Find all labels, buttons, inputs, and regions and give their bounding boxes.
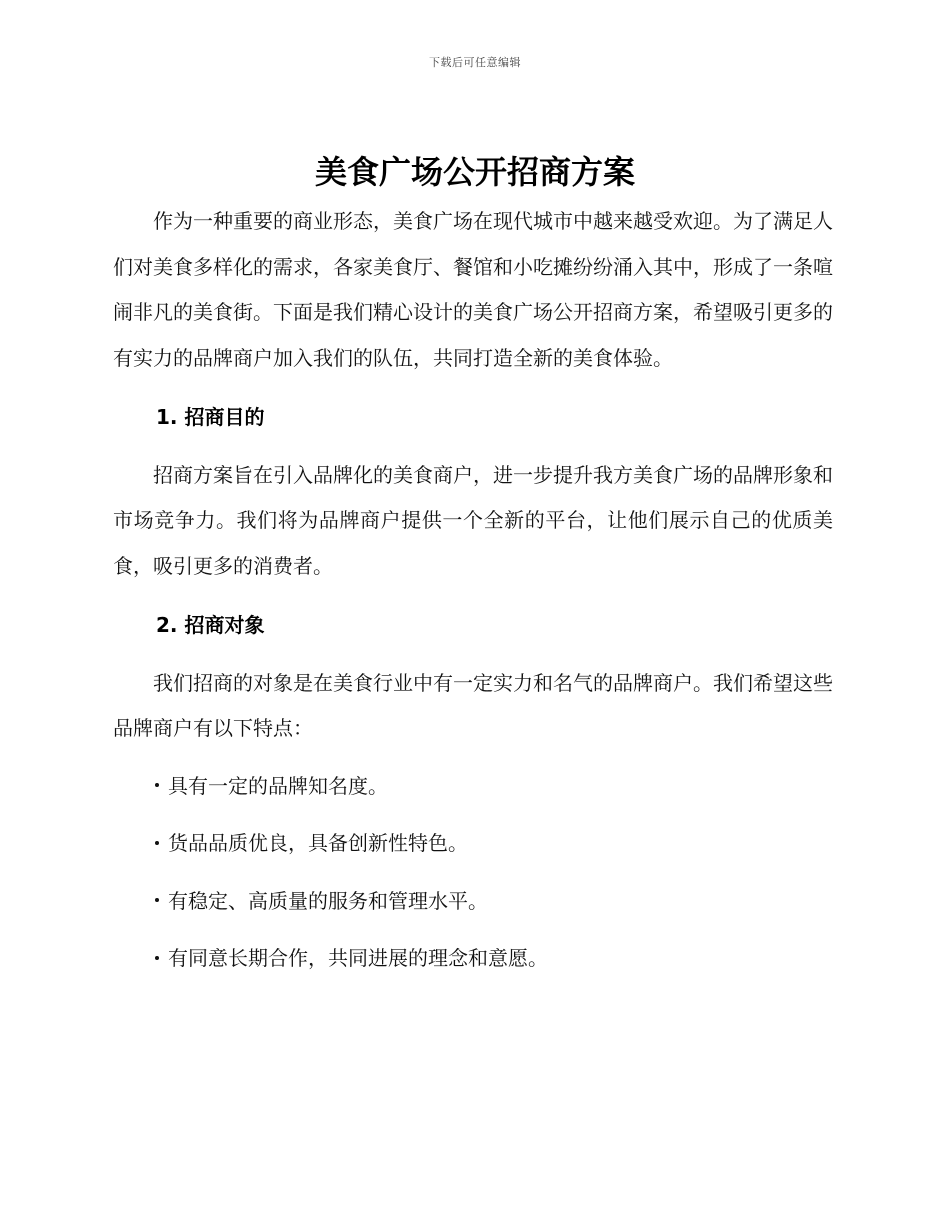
list-item <box>113 764 833 810</box>
document-body <box>113 199 833 994</box>
header-note: 下载后可任意编辑 <box>429 56 521 69</box>
bullet-dot-icon <box>155 841 159 845</box>
intro-paragraph: 作为一种重要的商业形态，美食广场在现代城市中越来越受欢迎。为了满足人们对美食多样化的需求，各家美食厅、餐馆和小吃摊纷纷涌入其中，形成了一条喧闹非凡的美食街。下面是我们精心设计的美食广场公开招商方案，希望吸引更多的有实力的品牌商户加入我们的队伍，共同打造全新的美食体验。 <box>113 209 833 370</box>
section-body-targets: 我们招商的对象是在美食行业中有一定实力和名气的品牌商户。我们希望这些品牌商户有以下特点： <box>113 670 833 740</box>
list-item-text: 货品品质优良，具备创新性特色。 <box>168 831 468 855</box>
list-item <box>113 879 833 925</box>
section-heading-purpose: 1. 招商目的 <box>156 405 265 429</box>
section-heading-targets: 2. 招商对象 <box>156 613 265 637</box>
bullet-list <box>113 764 833 982</box>
bullet-dot-icon <box>155 956 159 960</box>
bullet-dot-icon <box>155 898 159 902</box>
section-body-purpose: 招商方案旨在引入品牌化的美食商户，进一步提升我方美食广场的品牌形象和市场竞争力。我们将为品牌商户提供一个全新的平台，让他们展示自己的优质美食，吸引更多的消费者。 <box>113 462 833 578</box>
list-item <box>113 821 833 867</box>
list-item-text: 有同意长期合作，共同进展的理念和意愿。 <box>168 946 548 970</box>
list-item-text: 具有一定的品牌知名度。 <box>168 773 388 798</box>
document-title: 美食广场公开招商方案 <box>314 153 635 191</box>
list-item <box>113 936 833 982</box>
bullet-dot-icon <box>155 783 159 787</box>
list-item-text: 有稳定、高质量的服务和管理水平。 <box>168 888 488 913</box>
